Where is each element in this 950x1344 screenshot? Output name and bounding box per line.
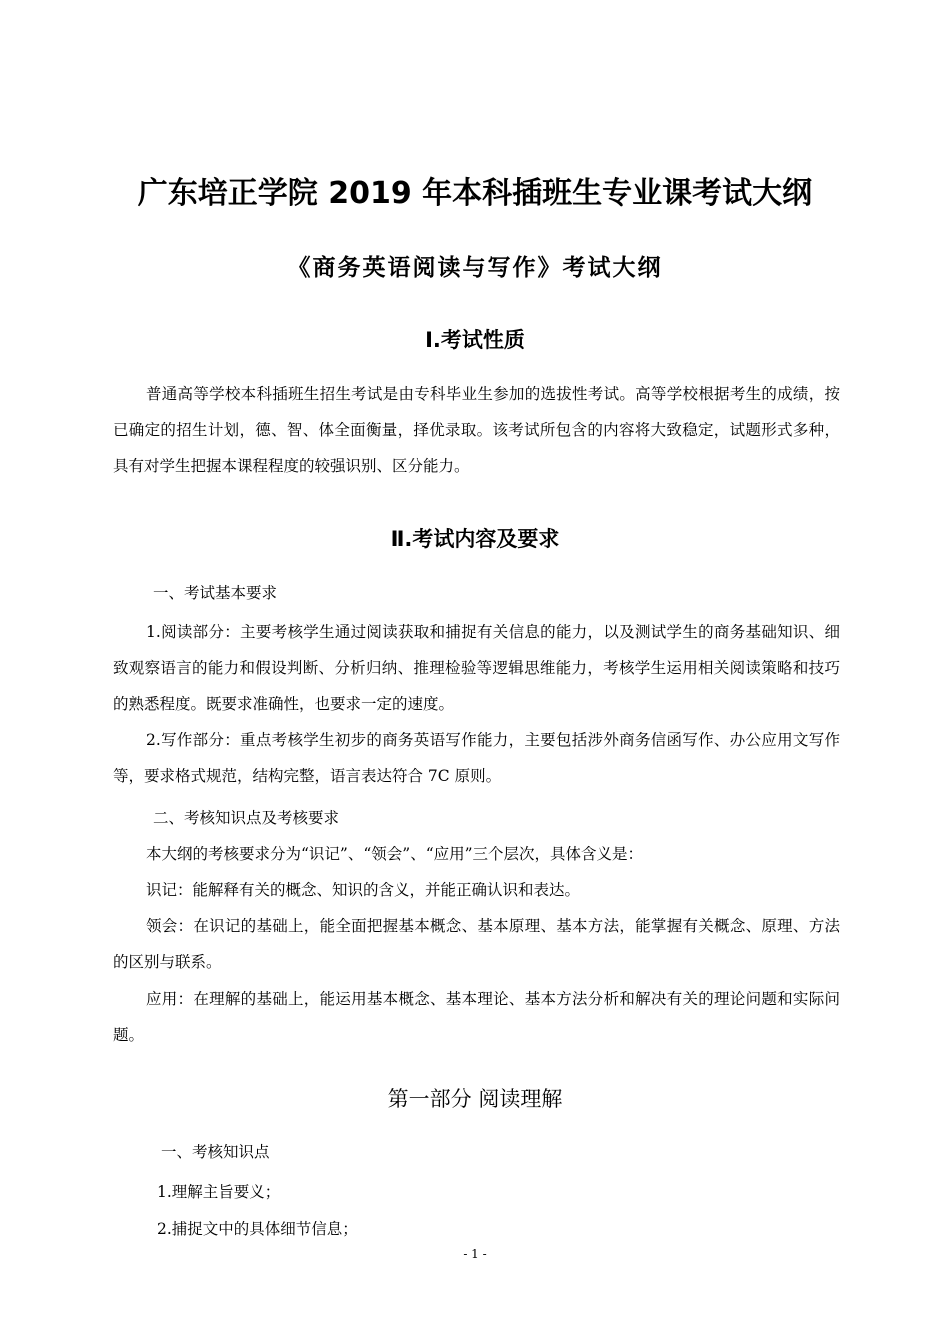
subheading-basic-requirements: 一、考试基本要求 — [153, 584, 278, 602]
page-number: - 1 - — [463, 1247, 487, 1261]
levels-paragraph: 本大纲的考核要求分为“识记”、“领会”、“应用”三个层次，具体含义是： — [146, 845, 644, 863]
subheading-assessment-points: 一、考核知识点 — [161, 1143, 270, 1161]
apply-paragraph: 应用：在理解的基础上，能运用基本概念、基本理论、基本方法分析和解决有关的理论问题和实际问题。 — [113, 990, 840, 1044]
document-subtitle: 《商务英语阅读与写作》考试大纲 — [287, 255, 663, 281]
exam-nature-paragraph: 普通高等学校本科插班生招生考试是由专科毕业生参加的选拔性考试。高等学校根据考生的成绩，按已确定的招生计划，德、智、体全面衡量，择优录取。该考试所包含的内容将大致稳定，试题形式多种，具有对学生把握本课程程度的较强识别、区分能力。 — [113, 385, 840, 475]
part-heading-reading: 第一部分 阅读理解 — [387, 1087, 563, 1111]
section-heading-exam-nature: Ⅰ.考试性质 — [425, 328, 525, 352]
memorize-paragraph: 识记：能解释有关的概念、知识的含义，并能正确认识和表达。 — [146, 881, 581, 899]
document-title: 广东培正学院 2019 年本科插班生专业课考试大纲 — [137, 176, 813, 211]
subheading-knowledge-points: 二、考核知识点及考核要求 — [153, 809, 340, 827]
list-item: 1.理解主旨要义； — [157, 1183, 281, 1201]
understand-paragraph: 领会：在识记的基础上，能全面把握基本概念、基本原理、基本方法，能掌握有关概念、原理、方法的区别与联系。 — [113, 917, 840, 971]
list-item: 2.捕捉文中的具体细节信息； — [157, 1220, 358, 1238]
writing-requirements-paragraph: 2.写作部分：重点考核学生初步的商务英语写作能力，主要包括涉外商务信函写作、办公应用文写作等，要求格式规范，结构完整，语言表达符合 7C 原则。 — [113, 731, 840, 785]
reading-requirements-paragraph: 1.阅读部分：主要考核学生通过阅读获取和捕捉有关信息的能力，以及测试学生的商务基础知识、细致观察语言的能力和假设判断、分析归纳、推理检验等逻辑思维能力，考核学生运用相关阅读策略和技巧的熟悉程度。既要求准确性，也要求一定的速度。 — [113, 623, 840, 713]
section-heading-exam-content: Ⅱ.考试内容及要求 — [390, 527, 560, 551]
